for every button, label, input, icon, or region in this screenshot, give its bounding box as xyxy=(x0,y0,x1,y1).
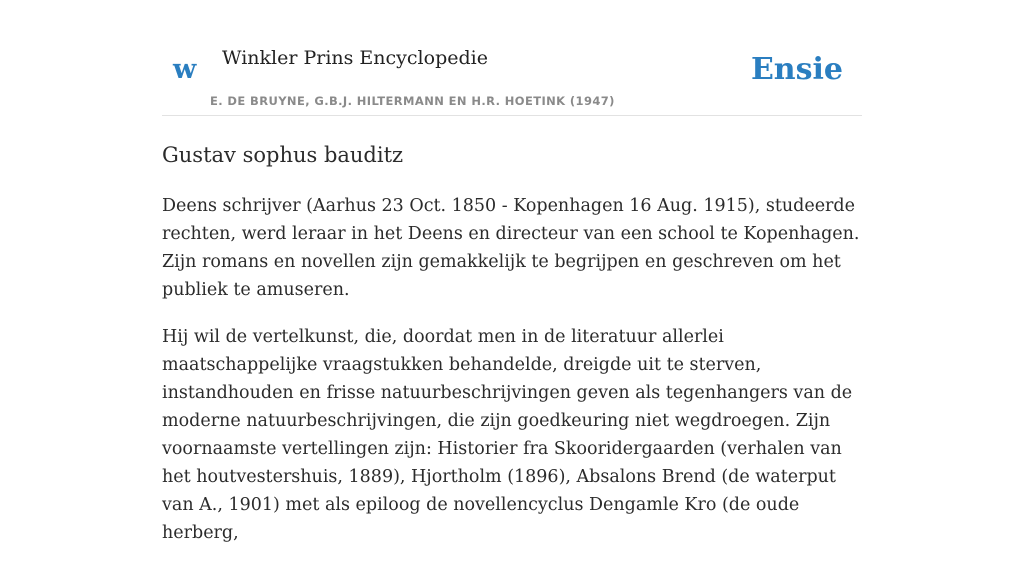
ensie-brand-logo[interactable]: Ensie xyxy=(750,52,843,87)
publication-authors: E. DE BRUYNE, G.B.J. HILTERMANN EN H.R. HOETINK (1947) xyxy=(210,94,615,108)
article-paragraph-2: Hij wil de vertelkunst, die, doordat men in de literatuur allerlei maatschappelijke vraagstukken behandelde, dreigde uit te sterven, instandhouden en frisse natuurbeschrijvingen geven als tegenhangers van de moderne natuurbeschrijvingen, die zijn goedkeuring niet wegdroegen. Zijn voornaamste vertellingen zijn: Historier fra Skooridergaarden (verhalen van het houtvestershuis, 1889), Hjortholm (1896), Absalons Brend (de waterput van A., 1901) met als epiloog de novellencyclus Dengamle Kro (de oude herberg, xyxy=(162,327,853,543)
article-body xyxy=(162,192,862,566)
header-divider xyxy=(162,115,862,116)
publication-title[interactable]: Winkler Prins Encyclopedie xyxy=(222,47,488,69)
article-title: Gustav sophus bauditz xyxy=(162,143,404,167)
winkler-prins-logo-icon[interactable]: w xyxy=(173,54,197,85)
article-paragraph-1: Deens schrijver (Aarhus 23 Oct. 1850 - Kopenhagen 16 Aug. 1915), studeerde rechten, werd leraar in het Deens en directeur van een school te Kopenhagen. Zijn romans en novellen zijn gemakkelijk te begrijpen en geschreven om het publiek te amuseren. xyxy=(162,196,860,300)
